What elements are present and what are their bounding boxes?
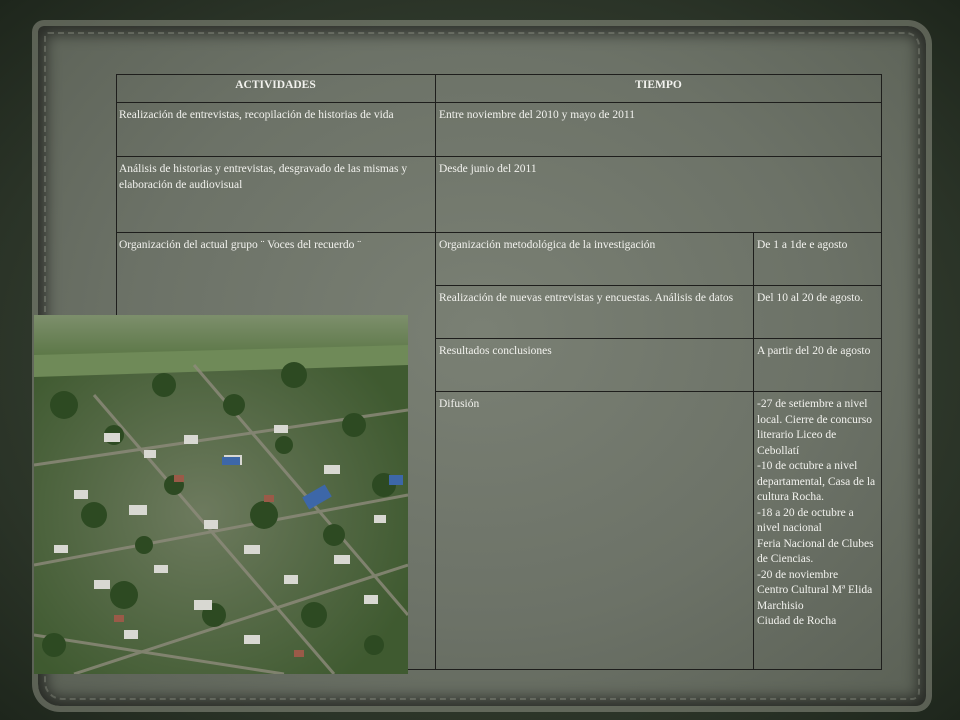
group-activity: Organización del actual grupo ¨ Voces del recuerdo ¨ xyxy=(116,233,436,670)
row2-time: Desde junio del 2011 xyxy=(436,157,882,233)
header-time: TIEMPO xyxy=(436,74,882,103)
subrow4-task: Difusión xyxy=(436,392,754,670)
header-activities: ACTIVIDADES xyxy=(116,74,436,103)
aerial-town-photo xyxy=(34,315,408,674)
subrow3-date: A partir del 20 de agosto xyxy=(754,339,882,392)
subrow2-task: Realización de nuevas entrevistas y encuestas. Análisis de datos xyxy=(436,286,754,339)
town-photo-illustration xyxy=(34,315,408,674)
row1-activity: Realización de entrevistas, recopilación de historias de vida xyxy=(116,103,436,157)
row2-activity: Análisis de historias y entrevistas, desgravado de las mismas y elaboración de audiovisual xyxy=(116,157,436,233)
subrow4-date: -27 de setiembre a nivel local. Cierre de concurso literario Liceo de Cebollatí -10 de octubre a nivel departamental, Casa de la cultura Rocha. -18 a 20 de octubre a nivel nacional Feria Nacional de Clubes de Ciencias. -20 de noviembre Centro Cultural Mª Elida Marchisio Ciudad de Rocha xyxy=(754,392,882,670)
subrow1-task: Organización metodológica de la investigación xyxy=(436,233,754,286)
subrow3-task: Resultados conclusiones xyxy=(436,339,754,392)
row1-time: Entre noviembre del 2010 y mayo de 2011 xyxy=(436,103,882,157)
subrow2-date: Del 10 al 20 de agosto. xyxy=(754,286,882,339)
subrow1-date: De 1 a 1de e agosto xyxy=(754,233,882,286)
